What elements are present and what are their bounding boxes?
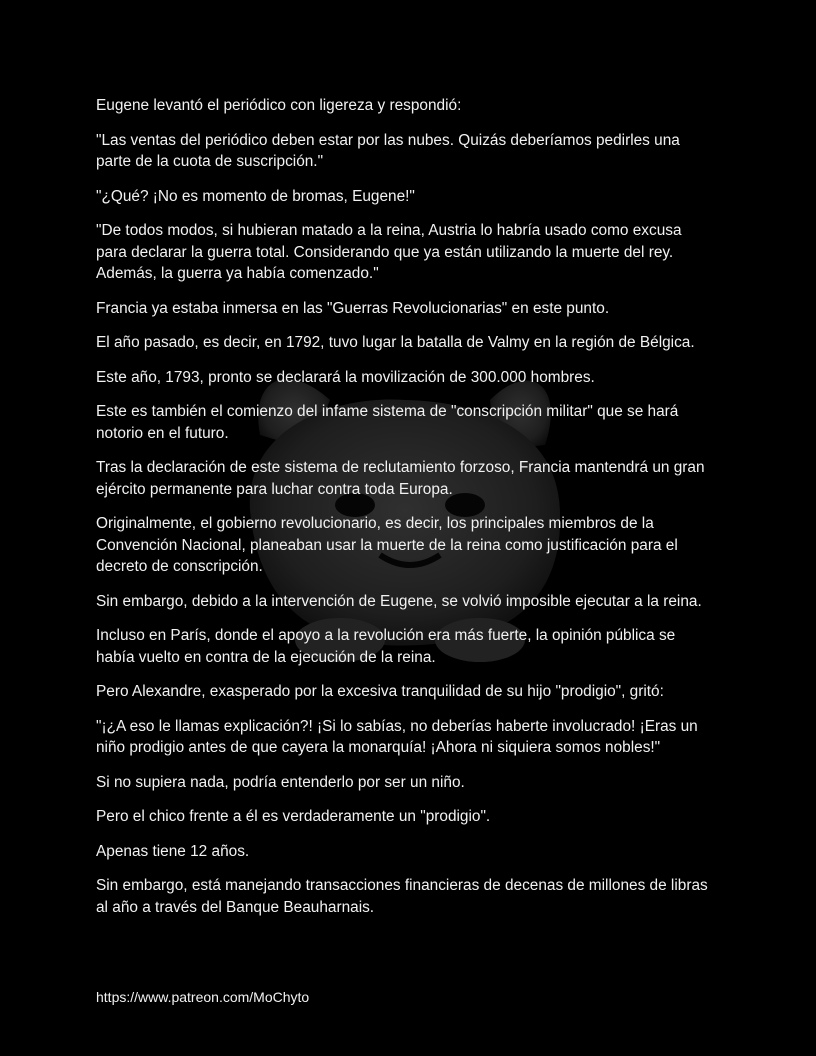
document-body — [96, 95, 716, 931]
paragraph-18: Sin embargo, está manejando transacciones financieras de decenas de millones de libras al año a través del Banque Beauharnais. — [96, 877, 708, 916]
paragraph-7: Este año, 1793, pronto se declarará la movilización de 300.000 hombres. — [96, 368, 595, 386]
paragraph-13: Pero Alexandre, exasperado por la excesiva tranquilidad de su hijo "prodigio", gritó: — [96, 683, 664, 700]
paragraph-4: "De todos modos, si hubieran matado a la reina, Austria lo habría usado como excusa para declarar la guerra total. Considerando que ya están utilizando la muerte del rey. Además, la guerra ya había comenzado." — [96, 222, 682, 282]
paragraph-10: Originalmente, el gobierno revolucionario, es decir, los principales miembros de la Convención Nacional, planeaban usar la muerte de la reina como justificación para el decreto de conscripción. — [96, 515, 678, 575]
paragraph-8: Este es también el comienzo del infame sistema de "conscripción militar" que se hará notorio en el futuro. — [96, 403, 679, 442]
paragraph-1: Eugene levantó el periódico con ligereza y respondió: — [96, 97, 462, 114]
paragraph-14: "¡¿A eso le llamas explicación?! ¡Si lo sabías, no deberías haberte involucrado! ¡Eras un niño prodigio antes de que cayera la monarquía! ¡Ahora ni siquiera somos nobles!" — [96, 717, 698, 756]
footer-link[interactable]: https://www.patreon.com/MoChyto — [96, 989, 310, 1005]
paragraph-5: Francia ya estaba inmersa en las "Guerras Revolucionarias" en este punto. — [96, 299, 610, 317]
paragraph-9: Tras la declaración de este sistema de reclutamiento forzoso, Francia mantendrá un gran ejército permanente para luchar contra toda Europa. — [96, 459, 705, 498]
paragraph-6: El año pasado, es decir, en 1792, tuvo lugar la batalla de Valmy en la región de Bélgica. — [96, 334, 695, 351]
paragraph-17: Apenas tiene 12 años. — [96, 842, 250, 860]
paragraph-2: "Las ventas del periódico deben estar por las nubes. Quizás deberíamos pedirles una parte de la cuota de suscripción." — [96, 131, 680, 170]
paragraph-16: Pero el chico frente a él es verdaderamente un "prodigio". — [96, 808, 491, 825]
paragraph-12: Incluso en París, donde el apoyo a la revolución era más fuerte, la opinión pública se había vuelto en contra de la ejecución de la reina. — [96, 627, 676, 666]
paragraph-3: "¿Qué? ¡No es momento de bromas, Eugene!" — [96, 187, 415, 205]
paragraph-11: Sin embargo, debido a la intervención de Eugene, se volvió imposible ejecutar a la reina. — [96, 592, 702, 610]
paragraph-15: Si no supiera nada, podría entenderlo por ser un niño. — [96, 773, 465, 791]
